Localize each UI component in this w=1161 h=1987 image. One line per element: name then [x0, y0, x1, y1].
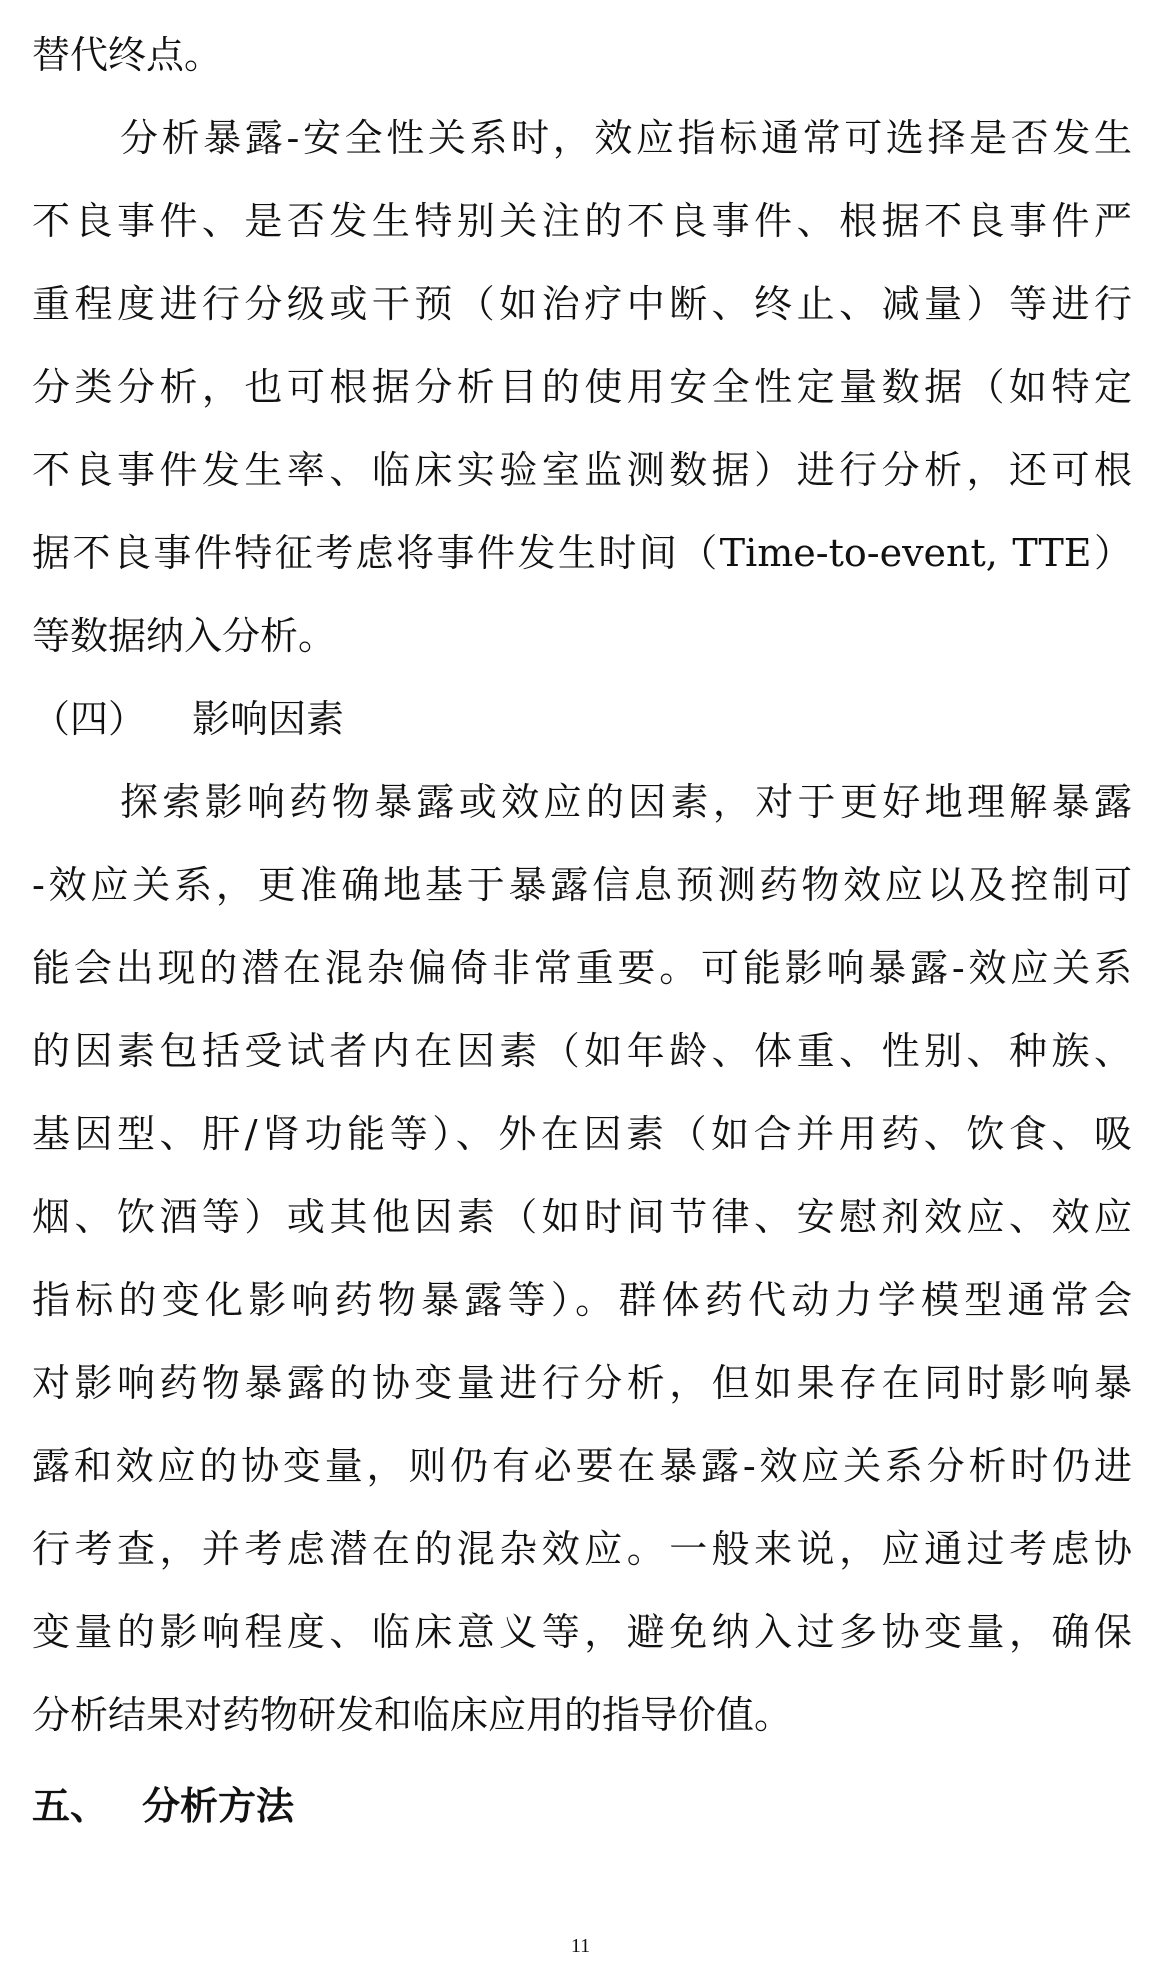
document-body: [32, 14, 1132, 1848]
text-line: 对影响药物暴露的协变量进行分析，但如果存在同时影响暴: [32, 1361, 1132, 1405]
text-line: 变量的影响程度、临床意义等，避免纳入过多协变量，确保: [32, 1610, 1132, 1654]
text-line: 分类分析，也可根据分析目的使用安全性定量数据（如特定: [32, 365, 1132, 409]
text-line: 烟、饮酒等）或其他因素（如时间节律、安慰剂效应、效应: [32, 1195, 1132, 1239]
section-title: 影响因素: [192, 697, 345, 741]
text-line: 露和效应的协变量，则仍有必要在暴露-效应关系分析时仍进: [32, 1444, 1132, 1488]
text-line: 不良事件、是否发生特别关注的不良事件、根据不良事件严: [32, 199, 1132, 243]
chapter-heading-analysis-methods: [32, 1765, 1132, 1848]
text-line: 能会出现的潜在混杂偏倚非常重要。可能影响暴露-效应关系: [32, 946, 1132, 990]
text-line: 基因型、肝/肾功能等）、外在因素（如合并用药、饮食、吸: [32, 1112, 1132, 1156]
text-line: 等数据纳入分析。: [32, 614, 337, 658]
text-line: 据不良事件特征考虑将事件发生时间（Time-to-event, TTE）: [32, 531, 1132, 575]
section-heading-influencing-factors: [32, 678, 1132, 761]
text-line: 分析结果对药物研发和临床应用的指导价值。: [32, 1693, 793, 1737]
text-line: 行考查，并考虑潜在的混杂效应。一般来说，应通过考虑协: [32, 1527, 1132, 1571]
text-line: 替代终点。: [32, 33, 223, 77]
text-line: 的因素包括受试者内在因素（如年龄、体重、性别、种族、: [32, 1029, 1132, 1073]
paragraph-exposure-safety: [32, 97, 1132, 678]
text-line: 不良事件发生率、临床实验室监测数据）进行分析，还可根: [32, 448, 1132, 492]
text-line: 探索影响药物暴露或效应的因素，对于更好地理解暴露: [120, 780, 1132, 824]
text-line: 重程度进行分级或干预（如治疗中断、终止、减量）等进行: [32, 282, 1132, 326]
text-line: -效应关系，更准确地基于暴露信息预测药物效应以及控制可: [32, 863, 1132, 907]
chapter-number: 五、: [32, 1784, 109, 1828]
chapter-title: 分析方法: [142, 1784, 295, 1828]
text-line: 分析暴露-安全性关系时，效应指标通常可选择是否发生: [120, 116, 1132, 160]
paragraph-influencing-factors: [32, 761, 1132, 1757]
section-number: （四）: [32, 697, 147, 741]
text-line: 指标的变化影响药物暴露等）。群体药代动力学模型通常会: [32, 1278, 1132, 1322]
page-number: 11: [570, 1935, 591, 1957]
